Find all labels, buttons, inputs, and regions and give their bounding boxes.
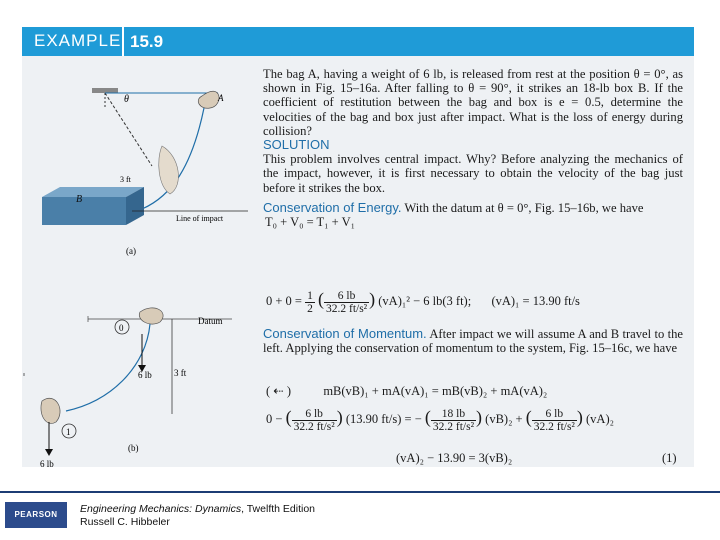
box-b-label: B [76, 194, 83, 205]
momentum-equation-3: (vA)₂ − 13.90 = 3(vB)₂ [396, 451, 513, 465]
point-1-label: 1 [66, 427, 71, 437]
theta-label: θ [124, 94, 129, 105]
momentum-frac-3-den: 32.2 ft/s² [533, 420, 575, 433]
length-label-a: 3 ft [120, 175, 131, 184]
energy-equation-1: T₀ + V₀ = T₁ + V₁ [265, 215, 355, 230]
book-edition: , Twelfth Edition [241, 503, 316, 515]
footer-rule [0, 491, 720, 493]
momentum-frac-2-num: 18 lb [431, 408, 476, 421]
momentum-eq2-mid2: (vB)₂ + [485, 412, 523, 426]
fall-path [66, 324, 150, 411]
slide [22, 27, 694, 467]
weight-arrowhead-bottom [45, 449, 53, 456]
pivot-support [92, 88, 118, 93]
momentum-frac-1 [292, 408, 337, 433]
bag-a-icon [198, 91, 219, 108]
problem-statement: The bag A, having a weight of 6 lb, is released from rest at the position θ = 0°, as shown in Fig. 15–16a. After falling to θ = 90°, it strikes an 18-lb box B. If the coefficient of restitution between the bag and box is e = 0.5, determine the velocities of the bag and box just after impact. What is the loss of energy during collision? [263, 67, 683, 138]
example-number: 15.9 [122, 27, 163, 56]
example-header [22, 27, 694, 56]
energy-heading: Conservation of Energy. [263, 199, 402, 215]
point-0-label: 0 [119, 323, 124, 333]
text-column [263, 67, 683, 229]
momentum-text: After impact we will assume A and B travel to the left. Applying the conservation of momentum to the system, Fig. 15–16c, we have [263, 327, 683, 356]
equation-number: (1) [662, 451, 677, 465]
book-author: Russell C. Hibbeler [80, 516, 170, 528]
box-b-front [42, 197, 126, 225]
figure-b [24, 308, 232, 467]
momentum-frac-2 [431, 408, 476, 433]
datum-label: Datum [198, 316, 223, 326]
momentum-direction: ( ⇠ ) [266, 384, 292, 398]
momentum-block [263, 327, 683, 355]
momentum-eq2-mid: (13.90 ft/s) = − [345, 412, 422, 426]
mass-den: 32.2 ft/s² [325, 302, 368, 315]
solution-heading: SOLUTION [263, 137, 330, 153]
half-den: 2 [307, 302, 313, 315]
solution-intro: This problem involves central impact. Why? Before analyzing the mechanics of the impact, however, it is first necessary to obtain the velocity of the bag just before it strikes the box. [263, 152, 683, 195]
footer [0, 491, 720, 540]
caption-a: (a) [126, 246, 136, 256]
figure-area [22, 56, 250, 467]
momentum-heading: Conservation of Momentum. [263, 326, 427, 341]
figure-a [42, 88, 248, 256]
bag-position-0-icon [139, 308, 163, 324]
momentum-eq2-lead: 0 − [266, 412, 283, 426]
momentum-equation-2: 0 − ( $\frac{6 lb}{\text{32.2 ft/s²}}$ ) (13.90 ft/s) = − ( $\frac{18 lb}{\text{32.2 ft/s²}}$ ) (vB)₂ + ( $\frac{6 lb}{\text{32.2 ft/s²}}$ ) (vA)₂ [266, 407, 614, 433]
half-fraction [305, 290, 315, 315]
box-b-top [42, 187, 144, 197]
energy-eq2-tail: (vA)₁² − 6 lb(3 ft); [378, 294, 472, 308]
impact-label: Line of impact [176, 214, 224, 223]
book-info [80, 503, 315, 529]
half-num: 1 [307, 289, 313, 302]
book-title: Engineering Mechanics: Dynamics [80, 503, 242, 515]
energy-text: With the datum at θ = 0°, Fig. 15–16b, we have [404, 200, 644, 215]
energy-eq2-lhs: 0 + 0 = [266, 294, 302, 308]
momentum-equation-1 [266, 383, 547, 399]
bag-position-1-icon [41, 398, 60, 423]
length-label-b: 3 ft [174, 368, 187, 378]
momentum-frac-1-num: 6 lb [292, 408, 337, 421]
energy-equation-2: 0 + 0 = $\frac{1}{2}$ ( $\frac{6 lb}{\text{32.2 ft/s²}}$ ) (vA)₁² − 6 lb(3 ft); (vA)₁ = 13.90 ft/s [266, 289, 580, 315]
momentum-frac-2-den: 32.2 ft/s² [432, 420, 475, 433]
pearson-logo: PEARSON [5, 502, 67, 528]
energy-result: (vA)₁ = 13.90 ft/s [491, 294, 580, 308]
example-label: EXAMPLE [34, 31, 122, 50]
bag-ghost-icon [159, 146, 179, 194]
weight-label-b: 6 lb [138, 370, 152, 380]
bag-a-label: A [218, 93, 224, 103]
momentum-eq2-tail: (vA)₂ [586, 412, 614, 426]
caption-b: (b) [128, 443, 139, 453]
momentum-frac-3-num: 6 lb [532, 408, 577, 421]
mass-fraction [324, 290, 369, 315]
momentum-frac-3 [532, 408, 577, 433]
momentum-eq1: mB(vB)₁ + mA(vA)₁ = mB(vB)₂ + mA(vA)₂ [323, 384, 548, 398]
momentum-frac-1-den: 32.2 ft/s² [293, 420, 335, 433]
mass-num: 6 lb [324, 290, 369, 303]
weight-label-bottom: 6 lb [40, 459, 54, 467]
